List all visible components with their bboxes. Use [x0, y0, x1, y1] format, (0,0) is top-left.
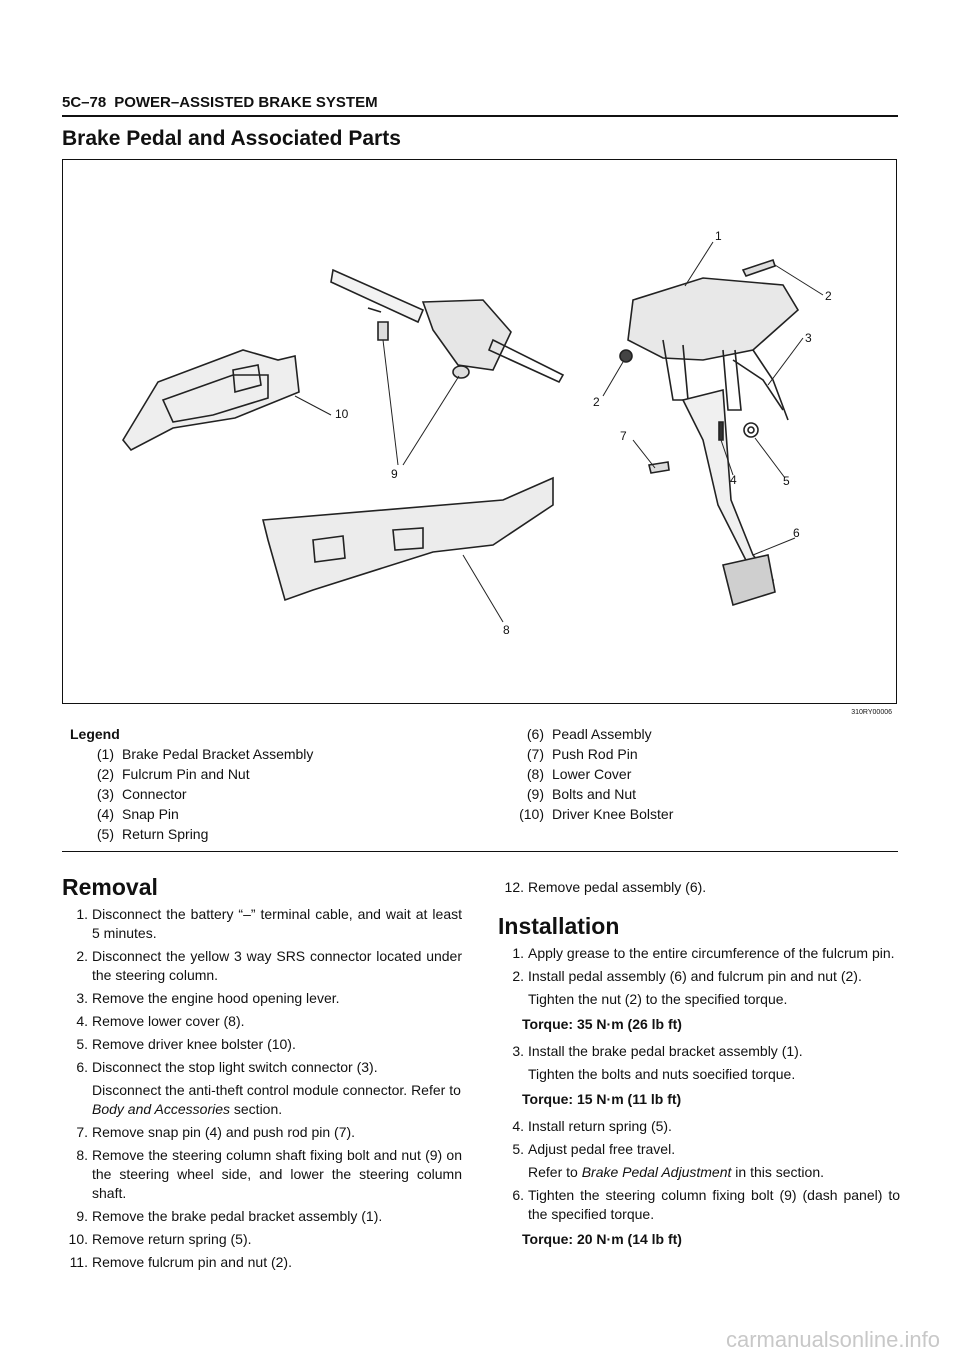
legend-rule	[62, 851, 898, 852]
steering-column-shape	[331, 270, 423, 322]
installation-step-note: Tighten the nut (2) to the specified torque.	[528, 991, 788, 1007]
legend-item: (4) Snap Pin	[96, 806, 179, 822]
installation-step-note: Tighten the bolts and nuts soecified torque.	[528, 1066, 796, 1082]
section-title: POWER–ASSISTED BRAKE SYSTEM	[114, 94, 378, 111]
removal-step: 8. Remove the steering column shaft fixing bolt and nut (9) on the steering wheel side, and lower the steering column shaft.	[76, 1147, 462, 1201]
callout-1: 1	[715, 229, 722, 243]
installation-step-note: Refer to Brake Pedal Adjustment in this section.	[528, 1164, 824, 1180]
callout-3: 3	[805, 331, 812, 345]
removal-step: 10. Remove return spring (5).	[68, 1231, 252, 1247]
figure-code: 310RY00006	[851, 709, 892, 716]
callout-5: 5	[783, 474, 790, 488]
page-title: Brake Pedal and Associated Parts	[62, 127, 401, 150]
cross-reference: Body and Accessories	[92, 1101, 230, 1117]
callout-4: 4	[730, 473, 737, 487]
installation-step: 6. Tighten the steering column fixing bolt (9) (dash panel) to the specified torque.	[512, 1187, 900, 1222]
removal-section	[62, 874, 462, 1276]
callout-2-left: 2	[593, 395, 600, 409]
exploded-diagram	[62, 159, 897, 716]
legend-item: (5) Return Spring	[96, 826, 209, 842]
installation-step: 3. Install the brake pedal bracket assembly (1).	[512, 1043, 803, 1059]
removal-heading: Removal	[62, 874, 158, 900]
removal-step: 4. Remove lower cover (8).	[76, 1013, 245, 1029]
installation-step: 4. Install return spring (5).	[512, 1118, 672, 1134]
torque-spec: Torque: 15 N·m (11 lb ft)	[522, 1091, 682, 1107]
removal-step: 7. Remove snap pin (4) and push rod pin (7).	[76, 1124, 356, 1140]
legend-left	[70, 724, 313, 844]
callout-9: 9	[391, 467, 398, 481]
legend-item: (8) Lower Cover	[526, 766, 632, 782]
watermark: carmanualsonline.info	[725, 1327, 940, 1352]
legend-item: (2) Fulcrum Pin and Nut	[96, 766, 250, 782]
torque-spec: Torque: 35 N·m (26 lb ft)	[522, 1016, 682, 1032]
removal-step: 5. Remove driver knee bolster (10).	[76, 1036, 296, 1052]
legend-item: (7) Push Rod Pin	[526, 746, 638, 762]
legend-heading: Legend	[70, 726, 120, 742]
lower-cover-shape	[263, 478, 553, 600]
legend-item: (9) Bolts and Nut	[526, 786, 637, 802]
callout-7: 7	[620, 429, 627, 443]
callout-6: 6	[793, 526, 800, 540]
cross-reference: Brake Pedal Adjustment	[581, 1164, 732, 1180]
callout-8: 8	[503, 623, 510, 637]
page-header	[62, 94, 378, 111]
installation-step: 1. Apply grease to the entire circumference of the fulcrum pin.	[512, 945, 895, 961]
legend-right	[500, 724, 673, 824]
torque-spec: Torque: 20 N·m (14 lb ft)	[522, 1231, 682, 1247]
removal-step: 3. Remove the engine hood opening lever.	[76, 990, 340, 1006]
legend-item: (10) Driver Knee Bolster	[519, 806, 674, 822]
header-rule	[62, 115, 898, 117]
legend-item: (1) Brake Pedal Bracket Assembly	[96, 746, 314, 762]
legend-item: (3) Connector	[96, 786, 187, 802]
installation-step: 5. Adjust pedal free travel.	[512, 1141, 676, 1157]
legend-item: (6) Peadl Assembly	[526, 726, 652, 742]
right-column	[498, 878, 900, 1257]
removal-step: 11. Remove fulcrum pin and nut (2).	[69, 1254, 292, 1270]
installation-heading: Installation	[498, 913, 620, 939]
removal-step: 12. Remove pedal assembly (6).	[504, 879, 707, 895]
section-number: 5C–78	[62, 94, 107, 111]
removal-step-note: Disconnect the anti-theft control module connector. Refer to Body and Accessories section.	[92, 1082, 461, 1117]
callout-2-right: 2	[825, 289, 832, 303]
removal-step: 1. Disconnect the battery “–” terminal cable, and wait at least 5 minutes.	[76, 906, 462, 941]
removal-step: 6. Disconnect the stop light switch connector (3).	[76, 1059, 378, 1075]
knee-bolster-shape	[123, 350, 299, 450]
callout-10: 10	[335, 407, 349, 421]
installation-step: 2. Install pedal assembly (6) and fulcrum pin and nut (2).	[512, 968, 862, 984]
removal-step: 9. Remove the brake pedal bracket assembly (1).	[76, 1208, 383, 1224]
removal-step: 2. Disconnect the yellow 3 way SRS connector located under the steering column.	[76, 948, 462, 983]
diagram-art	[63, 160, 898, 705]
bracket-shape	[628, 278, 798, 360]
